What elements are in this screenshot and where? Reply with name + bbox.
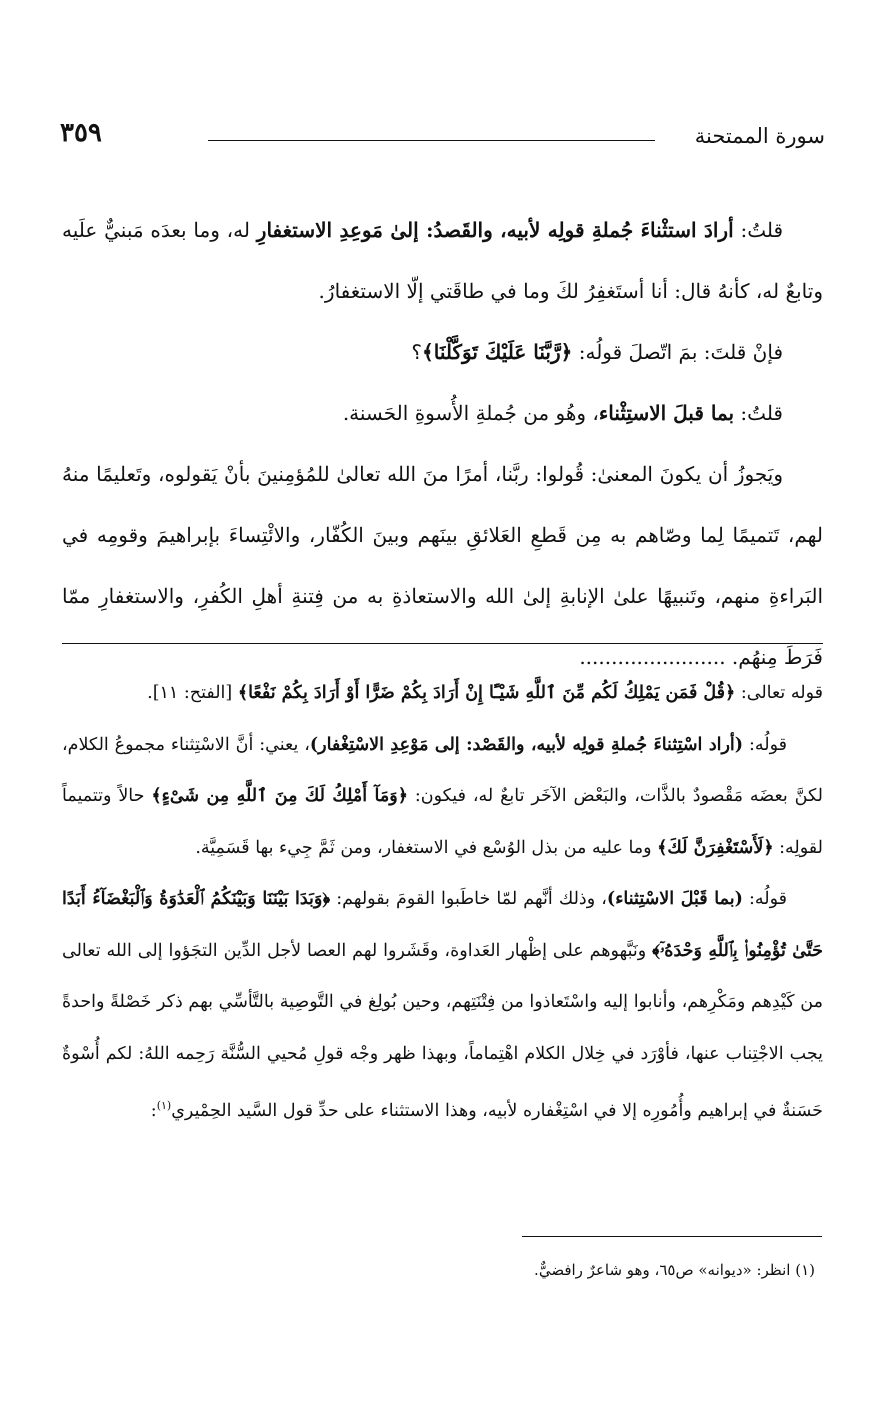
paragraph-lead: قولُه:	[743, 734, 787, 755]
main-paragraph	[62, 322, 823, 383]
commentary-paragraph	[62, 668, 823, 720]
header-rule	[208, 140, 655, 141]
paragraph-text: ، يعني: أنَّ الاسْتِثناء مجموعُ الكلام، لكنَّ بعضَه مَقْصودٌ بالذَّات، والبَعْض الآخَر تابعٌ له، فيكون:	[62, 734, 823, 806]
main-paragraph: ويَجوزُ أن يكونَ المعنىٰ: قُولوا: ربَّنا، أمرًا منَ الله تعالىٰ للمُؤمِنينَ بأنْ يَقولوه، وتَعليمًا منهُ لهم، تَتميمًا لِما وصّاهم به مِن قَطعِ العَلائقِ بينَهم وبينَ الكُفّار، والائْتِساءَ بإبراهيمَ وقومِه في البَراءةِ منهم، وتَنبيهًا علىٰ الإنابةِ إلىٰ الله والاستعاذةِ به من فِتنةِ أهلِ الكُفرِ، والاستغفارِ ممّا فَرَطَ مِنهُم. .......................	[62, 462, 823, 669]
commentary-paragraph	[62, 720, 823, 875]
footnote-marker[interactable]: (١)	[156, 1099, 172, 1112]
quran-verse: ﴿قُلْ فَمَن يَمْلِكُ لَكُم مِّنَ ٱللَّهِ شَيْـًٔا إِنْ أَرَادَ بِكُمْ ضَرًّا أَوْ أَرَادَ بِكُمْ نَفْعًا﴾	[237, 683, 736, 703]
bold-quote: بما قبلَ الاستِثْناء	[598, 401, 735, 425]
paragraph-text: ، وهُو من جُملةِ الأُسوةِ الحَسنة.	[342, 401, 599, 425]
footnote: (١) انظر: «ديوانه» ص٦٥، وهو شاعرٌ رافضيٌّ.	[534, 1261, 815, 1279]
quran-verse: ﴿وَبَدَا بَيْنَنَا وَبَيْنَكُمُ ٱلْعَدَٰوَةُ وَٱلْبَغْضَآءُ أَبَدًا حَتَّىٰ تُؤْمِنُوا۟ بِٱللَّهِ وَحْدَهُۥٓ﴾	[62, 889, 823, 961]
paragraph-text: ؟	[411, 340, 423, 364]
paragraph-text: حالاً وتتميماً لقولِه:	[62, 786, 823, 858]
running-header	[60, 118, 825, 166]
bold-quote: (بما قَبْلَ الاسْتِثناء)	[606, 889, 743, 909]
main-paragraph	[62, 200, 823, 322]
commentary	[62, 668, 823, 1137]
paragraph-text: ونَبَّهوهم على إظْهار العَداوة، وقَشَروا لهم العصا لأجل الدِّين التجَؤوا إلى الله تعالى من كَيْدِهم ومَكْرِهم، وأنابوا إليه واسْتَعاذوا من فِتْنَتِهم، وحين بُولِغ في التَّوصِية بالتَّأسِّي بهم ذكر خَصْلةً واحدةً يجب الاجْتِناب عنها، فأوْرَد في خِلال الكلام اهْتِماماً، وبهذا ظهر وجْه قولِ مُحيي السُّنَّة رَحِمه اللهُ: لكم أُسْوةٌ حَسَنةٌ في إبراهيم وأُمُورِه إلا في اسْتِغْفاره لأبيه، وهذا الاستثناء على حدِّ قول السَّيد الحِمْيري	[62, 940, 823, 1121]
quran-verse: ﴿رَّبَّنَا عَلَيْكَ تَوَكَّلْنَا﴾	[422, 340, 573, 364]
main-paragraph	[62, 383, 823, 444]
text-separator	[62, 643, 823, 644]
paragraph-text: ، وذلك أنَّهم لمّا خاطَبوا القومَ بقولهم:	[330, 889, 607, 909]
page-number: ٣٥٩	[60, 118, 102, 148]
paragraph-lead: قوله تعالى:	[735, 683, 823, 703]
verse-reference: [الفتح: ١١].	[147, 683, 238, 703]
main-text	[62, 200, 823, 688]
bold-quote: أرادَ استثْناءَ جُملةِ قولِه لأبيه، والقَصدُ: إلىٰ مَوعِدِ الاستغفارِ	[256, 218, 734, 242]
paragraph-lead: قولُه:	[742, 889, 787, 909]
paragraph-text: وما عليه من بذل الوُسْع في الاستغفار، ومن ثَمَّ جِيء بها قَسَمِيَّة.	[195, 837, 658, 858]
quran-verse: ﴿لَأَسْتَغْفِرَنَّ لَكَ﴾	[657, 837, 774, 858]
paragraph-lead: قلتُ:	[734, 401, 783, 425]
commentary-paragraph	[62, 874, 823, 1137]
paragraph-lead: فإنْ قلتَ: بمَ اتّصلَ قولُه:	[572, 340, 783, 364]
paragraph-lead: قلتُ:	[733, 218, 784, 242]
paragraph-text: له، وما بعدَه مَبنيٌّ علَيه وتابعٌ له، كأنهُ قال: أنا أستَغفِرُ لكَ وما في طاقَتي إلّا الاستغفارُ.	[62, 218, 823, 303]
surah-title: سورة الممتحنة	[694, 124, 825, 148]
paragraph-text: :	[150, 1100, 157, 1121]
footnote-rule	[522, 1236, 822, 1237]
quran-verse: ﴿وَمَآ أَمْلِكُ لَكَ مِنَ ٱللَّهِ مِن شَىْءٍ﴾	[151, 786, 408, 806]
bold-quote: (أراد اسْتِثناءَ جُملةِ قولِه لأبيه، والقَصْد: إلى مَوْعِدِ الاسْتِغْفار)	[309, 734, 744, 755]
